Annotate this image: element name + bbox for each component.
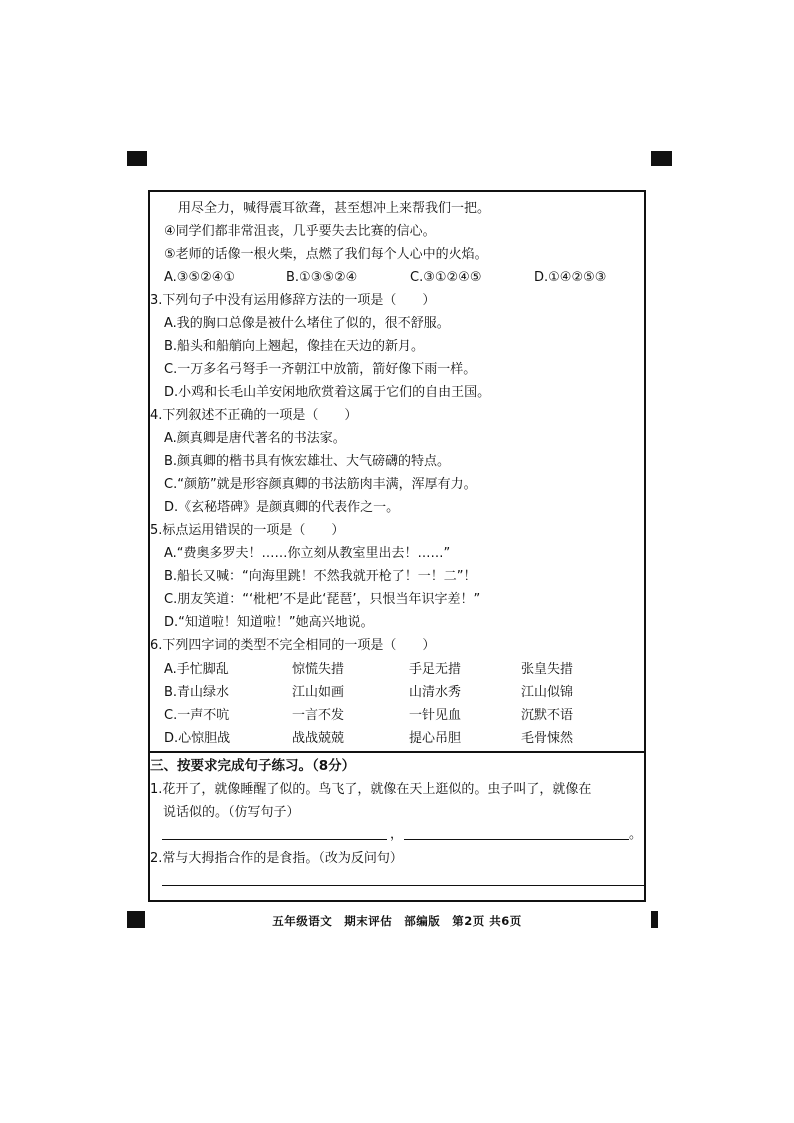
q6-word: 提心吊胆 <box>409 731 462 746</box>
q6-word: C.一声不吭 <box>164 708 230 723</box>
q6-word: 江山似锦 <box>521 685 574 700</box>
q2-sentence-5: ⑤老师的话像一根火柴，点燃了我们每个人心中的火焰。 <box>164 247 488 262</box>
period-mark: 。 <box>629 827 643 842</box>
q3-stem: 3.下列句子中没有运用修辞方法的一项是（ ） <box>150 293 436 308</box>
q4-option-d[interactable]: D.《玄秘塔碑》是颜真卿的代表作之一。 <box>164 500 400 515</box>
answer-blank-2[interactable] <box>404 839 629 840</box>
answer-blank-3[interactable] <box>162 885 644 886</box>
q6-word: 江山如画 <box>292 685 345 700</box>
q6-word: 战战兢兢 <box>292 731 345 746</box>
q6-word: B.青山绿水 <box>164 685 230 700</box>
q2-option-c[interactable]: C.③①②④⑤ <box>410 270 482 285</box>
page-footer: 五年级语文 期末评估 部编版 第2页 共6页 <box>272 914 522 928</box>
q5-option-d[interactable]: D.“知道啦！知道啦！”她高兴地说。 <box>164 615 374 630</box>
q5-option-b[interactable]: B.船长又喊：“向海里跳！不然我就开枪了！一！二”！ <box>164 569 477 584</box>
q6-word: D.心惊胆战 <box>164 731 231 746</box>
q2-options <box>164 269 634 287</box>
answer-blank-1[interactable] <box>162 839 387 840</box>
q3-option-d[interactable]: D.小鸡和长毛山羊安闲地欣赏着这属于它们的自由王国。 <box>164 385 491 400</box>
q3-option-a[interactable]: A.我的胸口总像是被什么堵住了似的，很不舒服。 <box>164 316 450 331</box>
q5-stem: 5.标点运用错误的一项是（ ） <box>150 523 345 538</box>
q4-option-a[interactable]: A.颜真卿是唐代著名的书法家。 <box>164 431 346 446</box>
q5-option-c[interactable]: C.朋友笑道：“‘枇杷’不是此‘琵琶’，只恨当年识字差！” <box>164 592 481 607</box>
q3-option-c[interactable]: C.一万多名弓弩手一齐朝江中放箭，箭好像下雨一样。 <box>164 362 477 377</box>
section3-title: 三、按要求完成句子练习。（8分） <box>150 758 356 774</box>
q6-word: 张皇失措 <box>521 662 574 677</box>
q6-word: A.手忙脚乱 <box>164 662 229 677</box>
q2-sentence-4: ④同学们都非常沮丧，几乎要失去比赛的信心。 <box>164 224 436 239</box>
q6-row-d[interactable] <box>164 730 624 748</box>
q4-option-c[interactable]: C.“颜筋”就是形容颜真卿的书法筋肉丰满，浑厚有力。 <box>164 477 477 492</box>
q6-word: 一针见血 <box>409 708 462 723</box>
comma-mark: ， <box>390 827 404 842</box>
section3-q2: 2.常与大拇指合作的是食指。（改为反问句） <box>150 851 403 866</box>
q6-row-b[interactable] <box>164 684 624 702</box>
q2-option-d[interactable]: D.①④②⑤③ <box>534 270 607 285</box>
q6-stem: 6.下列四字词的类型不完全相同的一项是（ ） <box>150 638 436 653</box>
q6-word: 惊慌失措 <box>292 662 345 677</box>
section3-q1-line2: 说话似的。（仿写句子） <box>163 805 300 820</box>
q6-word: 山清水秀 <box>409 685 462 700</box>
q6-row-a[interactable] <box>164 661 624 679</box>
registration-mark-top-left <box>127 151 147 166</box>
q6-word: 沉默不语 <box>521 708 574 723</box>
q6-row-c[interactable] <box>164 707 624 725</box>
q2-sentence-3-tail: 用尽全力，喊得震耳欲聋，甚至想冲上来帮我们一把。 <box>178 201 491 216</box>
section-divider <box>150 751 644 753</box>
exam-frame <box>148 190 646 902</box>
q4-option-b[interactable]: B.颜真卿的楷书具有恢宏雄壮、大气磅礴的特点。 <box>164 454 451 469</box>
registration-mark-top-right <box>651 151 672 166</box>
q6-word: 一言不发 <box>292 708 345 723</box>
q6-word: 手足无措 <box>409 662 462 677</box>
q2-option-a[interactable]: A.③⑤②④① <box>164 270 236 285</box>
q2-option-b[interactable]: B.①③⑤②④ <box>286 270 358 285</box>
section3-q1-line1: 1.花开了，就像睡醒了似的。鸟飞了，就像在天上逛似的。虫子叫了，就像在 <box>150 782 592 797</box>
q5-option-a[interactable]: A.“费奥多罗夫！……你立刻从教室里出去！……” <box>164 546 451 561</box>
q3-option-b[interactable]: B.船头和船艄向上翘起，像挂在天边的新月。 <box>164 339 425 354</box>
q6-word: 毛骨悚然 <box>521 731 574 746</box>
q4-stem: 4.下列叙述不正确的一项是（ ） <box>150 408 358 423</box>
